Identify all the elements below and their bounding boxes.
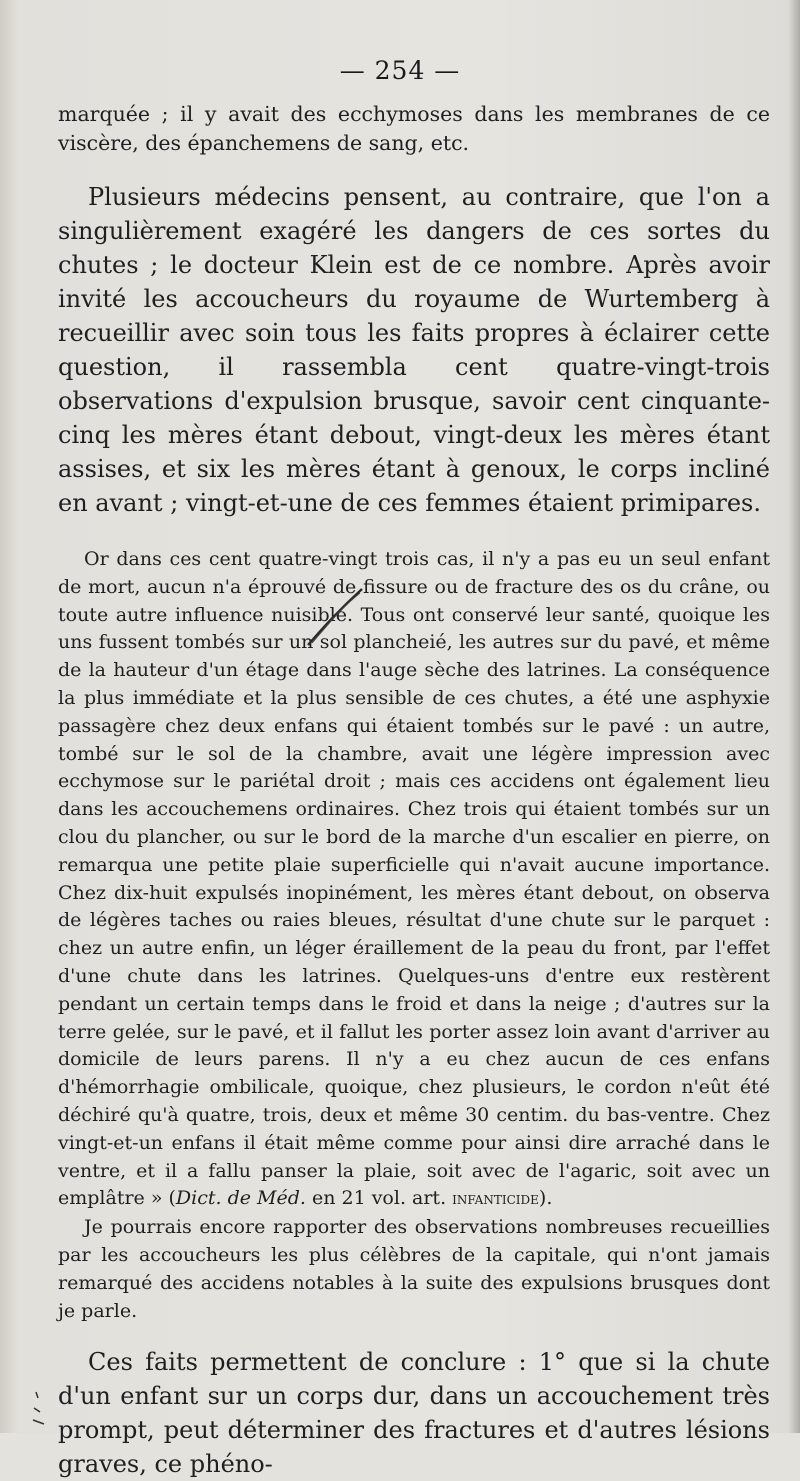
page-edge-shadow xyxy=(788,0,800,1433)
citation-rest: en 21 vol. art. xyxy=(305,1187,453,1210)
citation-title: Dict. de Méd. xyxy=(175,1187,306,1210)
page-text xyxy=(58,100,770,1481)
ink-stroke-mark xyxy=(302,585,366,649)
observations-text: Or dans ces cent quatre-vingt trois cas, il n'y a pas eu un seul enfant de mort, aucun n'a éprouvé de fissure ou de fracture des os du crâne, ou toute autre influence nuisible. Tous ont conservé leur santé, quoique les uns fussent tombés sur un sol plancheié, les autres sur du pavé, et même de la hauteur d'un étage dans l'auge sèche des latrines. La conséquence la plus immédiate et la plus sensible de ces chutes, a été une asphyxie passagère chez deux enfans qui étaient tombés sur le pavé : un autre, tombé sur le sol de la chambre, avait une légère impression avec ecchymose sur le pariétal droit ; mais ces accidens ont également lieu dans les accouchemens ordinaires. Chez trois qui étaient tombés sur un clou du plancher, ou sur le bord de la marche d'un escalier en pierre, on remarqua une petite plaie superficielle qui n'avait aucune importance. Chez dix-huit expulsés inopinément, les mères étant debout, on observa de légères taches ou raies bleues, résultat d'une chute sur le parquet : chez un autre enfin, un léger éraillement de la peau du front, par l'effet d'une chute dans les latrines. Quelques-uns d'entre eux restèrent pendant un certain temps dans le froid et dans la neige ; d'autres sur la terre gelée, sur le pavé, et il fallut les porter assez loin avant d'arriver au domicile de leurs parens. Il n'y a eu chez aucun de ces enfans d'hémorrhagie ombilicale, quoique, chez plusieurs, le cordon n'eût été déchiré qu'à quatre, trois, deux et même 30 centim. du bas-ventre. Chez vingt-et-un enfans il était même comme pour ainsi dire arraché dans le ventre, et il a fallu panser la plaie, soit avec de l'agaric, soit avec un emplâtre » ( xyxy=(58,548,770,1210)
citation-article: infanticide xyxy=(452,1189,539,1210)
observations-end: ). xyxy=(538,1187,553,1210)
paragraph-conclusion: Ces faits permettent de conclure : 1° que si la chute d'un enfant sur un corps dur, dans un accouchement très prompt, peut déterminer des fractures et d'autres lésions graves, ce phéno- xyxy=(58,1348,770,1479)
page-number: — 254 — xyxy=(339,56,461,85)
margin-ink-mark xyxy=(30,1388,50,1428)
paragraph-observations xyxy=(58,546,770,1214)
paragraph-klein: Plusieurs médecins pensent, au contraire, que l'on a singulièrement exagéré les dangers de ces sortes du chutes ; le docteur Klein est de ce nombre. Après avoir invité les accoucheurs du royaume de Wurtemberg à recueillir avec soin tous les faits propres à éclairer cette question, il rassembla cent quatre-vingt-trois observations d'expulsion brusque, savoir cent cinquante-cinq les mères étant debout, vingt-deux les mères étant assises, et six les mères étant à genoux, le corps incliné en avant ; vingt-et-une de ces femmes étaient primipares. xyxy=(58,183,770,517)
paragraph-continuation: marquée ; il y avait des ecchymoses dans les membranes de ce viscère, des épanchemens de sang, etc. xyxy=(58,102,770,155)
paragraph-accoucheurs: Je pourrais encore rapporter des observations nombreuses recueillies par les accoucheurs les plus célèbres de la capitale, qui n'ont jamais remarqué des accidens notables à la suite des expulsions brusques dont je parle. xyxy=(58,1216,770,1322)
